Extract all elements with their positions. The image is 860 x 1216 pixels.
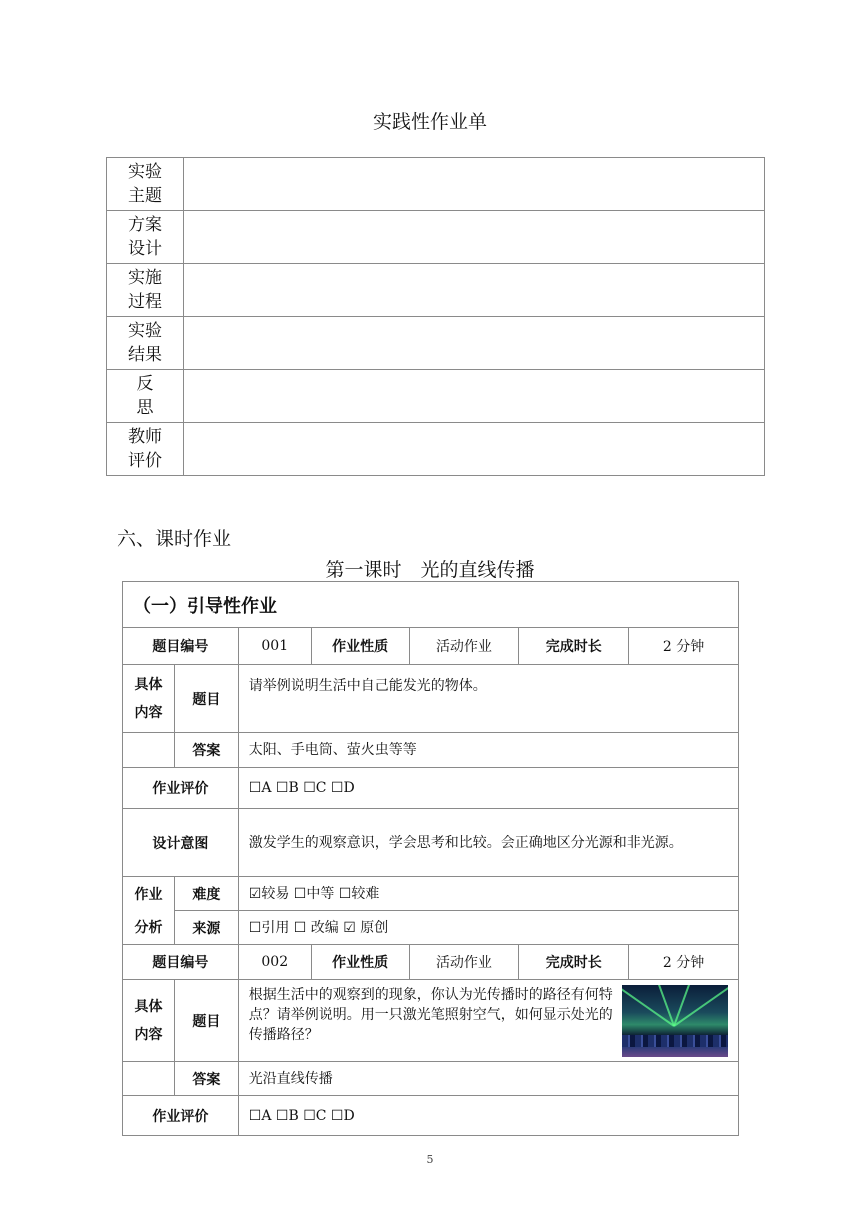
label-evaluation: 作业评价 bbox=[123, 1096, 239, 1136]
practice-worksheet-table bbox=[106, 157, 765, 476]
homework-caption: （一）引导性作业 bbox=[123, 582, 739, 628]
table-row bbox=[123, 911, 739, 945]
question-cell bbox=[238, 980, 738, 1062]
laser-photo bbox=[622, 985, 728, 1057]
label-content bbox=[123, 665, 175, 733]
empty-cell bbox=[123, 733, 175, 768]
page-number: 5 bbox=[426, 1153, 434, 1166]
answer-cell[interactable] bbox=[184, 158, 765, 211]
label-nature: 作业性质 bbox=[311, 945, 409, 980]
label-line: 实验 bbox=[128, 321, 162, 341]
item-duration: 2 分钟 bbox=[629, 945, 739, 980]
label-line: 设计 bbox=[128, 239, 162, 259]
answer-cell[interactable] bbox=[184, 423, 765, 476]
table-row bbox=[123, 809, 739, 877]
table-row bbox=[123, 768, 739, 809]
label-line: 过程 bbox=[128, 292, 162, 312]
table-row bbox=[107, 423, 765, 476]
label-line: 内容 bbox=[134, 1026, 163, 1043]
answer-text: 太阳、手电筒、萤火虫等等 bbox=[238, 733, 738, 768]
label-number: 题目编号 bbox=[123, 945, 239, 980]
lesson-title: 第一课时 光的直线传播 bbox=[325, 559, 535, 581]
evaluation-options[interactable]: ☐A ☐B ☐C ☐D bbox=[238, 1096, 738, 1136]
label-number: 题目编号 bbox=[123, 628, 239, 665]
answer-cell[interactable] bbox=[184, 370, 765, 423]
label-line: 实施 bbox=[128, 268, 162, 288]
label-question: 题目 bbox=[174, 665, 238, 733]
label-difficulty: 难度 bbox=[174, 877, 238, 911]
label-analysis-1: 作业 bbox=[123, 877, 175, 911]
table-row bbox=[123, 665, 739, 733]
label-design: 设计意图 bbox=[123, 809, 239, 877]
table-row bbox=[123, 1062, 739, 1096]
document-title: 实践性作业单 bbox=[372, 111, 487, 133]
label-line: 主题 bbox=[128, 186, 162, 206]
row-label bbox=[107, 158, 184, 211]
table-row bbox=[123, 877, 739, 911]
table-row bbox=[107, 317, 765, 370]
label-line: 反 bbox=[136, 374, 154, 394]
row-label bbox=[107, 423, 184, 476]
homework-table bbox=[122, 581, 739, 1136]
question-text: 根据生活中的观察到的现象，你认为光传播时的路径有何特点？请举例说明。用一只激光笔照射空气，如何显示处光的传播路径？ bbox=[248, 986, 613, 1043]
label-content bbox=[123, 980, 175, 1062]
row-label bbox=[107, 370, 184, 423]
question-text: 请举例说明生活中自己能发光的物体。 bbox=[238, 665, 738, 733]
label-analysis-2: 分析 bbox=[123, 911, 175, 945]
row-label bbox=[107, 264, 184, 317]
answer-cell[interactable] bbox=[184, 264, 765, 317]
answer-text: 光沿直线传播 bbox=[238, 1062, 738, 1096]
label-line: 评价 bbox=[128, 451, 162, 471]
source-options[interactable]: ☐引用 ☐ 改编 ☑ 原创 bbox=[238, 911, 738, 945]
section-heading: 六、课时作业 bbox=[117, 528, 232, 550]
item-nature: 活动作业 bbox=[409, 945, 519, 980]
answer-cell[interactable] bbox=[184, 211, 765, 264]
table-row bbox=[123, 980, 739, 1062]
evaluation-options[interactable]: ☐A ☐B ☐C ☐D bbox=[238, 768, 738, 809]
table-row bbox=[123, 733, 739, 768]
label-duration: 完成时长 bbox=[519, 945, 629, 980]
label-line: 具体 bbox=[134, 998, 163, 1015]
item-duration: 2 分钟 bbox=[629, 628, 739, 665]
label-line: 教师 bbox=[128, 427, 162, 447]
table-row bbox=[107, 211, 765, 264]
item-nature: 活动作业 bbox=[409, 628, 519, 665]
label-line: 具体 bbox=[134, 676, 163, 693]
item-number: 002 bbox=[238, 945, 311, 980]
table-row bbox=[107, 264, 765, 317]
label-source: 来源 bbox=[174, 911, 238, 945]
table-row bbox=[123, 945, 739, 980]
table-row bbox=[123, 628, 739, 665]
row-label bbox=[107, 211, 184, 264]
item-number: 001 bbox=[238, 628, 311, 665]
table-row bbox=[123, 582, 739, 628]
row-label bbox=[107, 317, 184, 370]
label-answer: 答案 bbox=[174, 1062, 238, 1096]
answer-cell[interactable] bbox=[184, 317, 765, 370]
empty-cell bbox=[123, 1062, 175, 1096]
difficulty-options[interactable]: ☑较易 ☐中等 ☐较难 bbox=[238, 877, 738, 911]
table-row bbox=[107, 370, 765, 423]
label-line: 实验 bbox=[128, 162, 162, 182]
label-nature: 作业性质 bbox=[311, 628, 409, 665]
label-evaluation: 作业评价 bbox=[123, 768, 239, 809]
table-row bbox=[123, 1096, 739, 1136]
label-duration: 完成时长 bbox=[519, 628, 629, 665]
table-row bbox=[107, 158, 765, 211]
design-text: 激发学生的观察意识，学会思考和比较。会正确地区分光源和非光源。 bbox=[238, 809, 738, 877]
label-line: 方案 bbox=[128, 215, 162, 235]
label-answer: 答案 bbox=[174, 733, 238, 768]
label-line: 内容 bbox=[134, 704, 163, 721]
label-line: 思 bbox=[136, 398, 154, 418]
label-question: 题目 bbox=[174, 980, 238, 1062]
label-line: 结果 bbox=[128, 345, 162, 365]
